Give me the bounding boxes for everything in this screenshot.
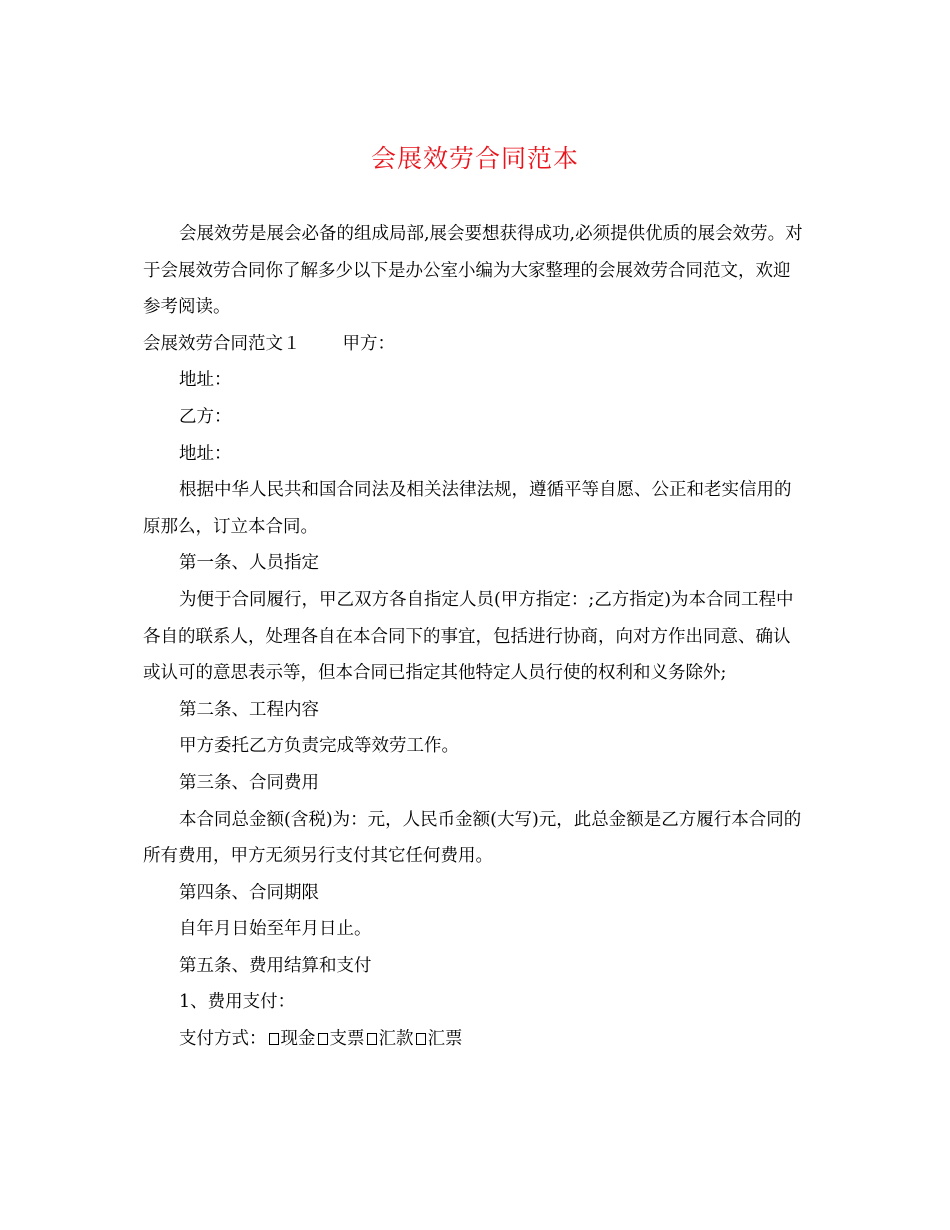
document-title: 会展效劳合同范本 xyxy=(370,144,579,173)
checkbox-remittance[interactable] xyxy=(367,1033,377,1045)
article3-title: 第三条、合同费用 xyxy=(179,772,319,793)
article1-title: 第一条、人员指定 xyxy=(179,553,319,574)
section-heading-line xyxy=(143,326,803,363)
payment-item: 1、费用支付： xyxy=(179,992,296,1013)
section-heading: 会展效劳合同范文１ xyxy=(143,333,301,354)
payment-method-line xyxy=(143,1021,803,1058)
checkbox-check[interactable] xyxy=(318,1033,328,1045)
checkbox-cash[interactable] xyxy=(269,1033,279,1045)
party-b-label: 乙方： xyxy=(179,406,232,427)
article5-title: 第五条、费用结算和支付 xyxy=(179,955,372,976)
preamble-paragraph: 根据中华人民共和国合同法及相关法律法规，遵循平等自愿、公正和老实信用的原那么，订立本合同。 xyxy=(143,480,792,537)
article2-text: 甲方委托乙方负责完成等效劳工作。 xyxy=(179,736,459,757)
party-a-label: 甲方： xyxy=(342,333,395,354)
document-body xyxy=(143,216,803,1058)
article1-text: 为便于合同履行，甲乙双方各自指定人员(甲方指定：;乙方指定)为本合同工程中各自的联系人，处理各自在本合同下的事宜，包括进行协商，向对方作出同意、确认或认可的意思表示等，但本合同已指定其他特定人员行使的权利和义务除外; xyxy=(143,589,794,684)
option-draft: 汇票 xyxy=(427,1029,463,1050)
address-a-label: 地址： xyxy=(179,370,232,391)
article4-text: 自年月日始至年月日止。 xyxy=(179,919,372,940)
option-cash: 现金 xyxy=(280,1029,316,1050)
address-b-label: 地址： xyxy=(179,443,232,464)
checkbox-draft[interactable] xyxy=(416,1033,426,1045)
option-check: 支票 xyxy=(329,1029,365,1050)
article2-title: 第二条、工程内容 xyxy=(179,699,319,720)
article4-title: 第四条、合同期限 xyxy=(179,882,319,903)
option-remittance: 汇款 xyxy=(378,1029,414,1050)
article3-text: 本合同总金额(含税)为：元，人民币金额(大写)元，此总金额是乙方履行本合同的所有费用，甲方无须另行支付其它任何费用。 xyxy=(143,809,802,867)
intro-paragraph: 会展效劳是展会必备的组成局部,展会要想获得成功,必须提供优质的展会效劳。对于会展效劳合同你了解多少以下是办公室小编为大家整理的会展效劳合同范文，欢迎参考阅读。 xyxy=(143,224,803,318)
payment-method-label: 支付方式： xyxy=(179,1029,267,1050)
